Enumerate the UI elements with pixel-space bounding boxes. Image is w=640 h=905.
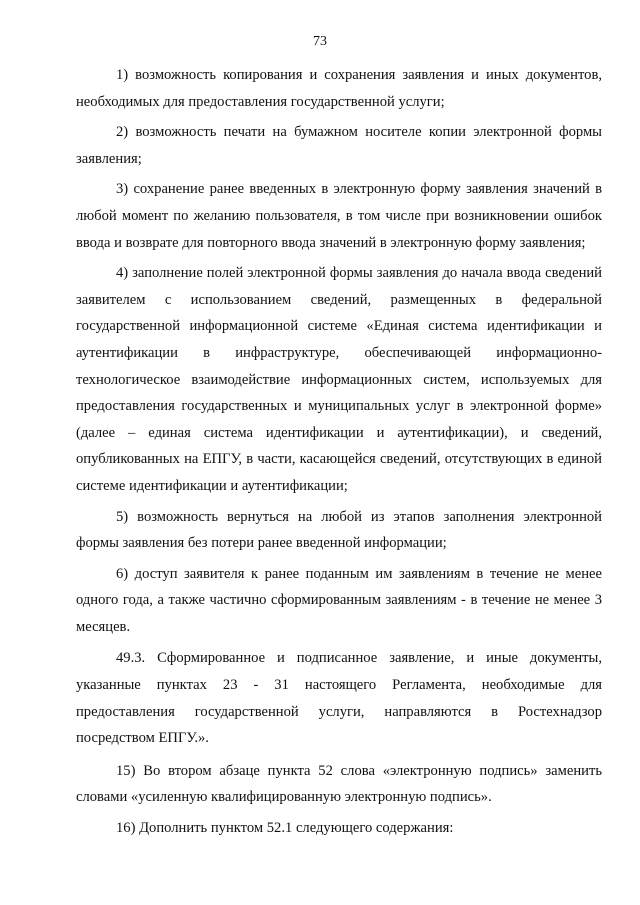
paragraph-item-16: 16) Дополнить пунктом 52.1 следующего содержания: <box>116 820 454 837</box>
paragraph-item-1: 1) возможность копирования и сохранения заявления и иных документов, необходимых для предоставления государственной услуги; <box>76 67 602 110</box>
paragraph-item-5: 5) возможность вернуться на любой из этапов заполнения электронной формы заявления без потери ранее введенной информации; <box>76 508 602 552</box>
paragraph-item-2: 2) возможность печати на бумажном носителе копии электронной формы заявления; <box>76 124 602 167</box>
document-body <box>76 62 602 846</box>
paragraph-49-3: 49.3. Сформированное и подписанное заявление, и иные документы, указанные пунктах 23 - 31 настоящего Регламента, необходимые для предоставления государственной услуги, направляются в Ростехнадзор посредством ЕПГУ.». <box>76 650 602 747</box>
paragraph-item-4: 4) заполнение полей электронной формы заявления до начала ввода сведений заявителем с использованием сведений, размещенных в федеральной государственной информационной системе «Единая система идентификации и аутентификации в инфраструктуре, обеспечивающей информационно-технологическое взаимодействие информационных систем, используемых для предоставления государственных и муниципальных услуг в электронной форме» (далее – единая система идентификации и аутентификации), и сведений, опубликованных на ЕПГУ, в части, касающейся сведений, отсутствующих в единой системе идентификации и аутентификации; <box>76 265 602 494</box>
paragraph-item-6: 6) доступ заявителя к ранее поданным им заявлениям в течение не менее одного года, а также частично сформированным заявлениям - в течение не менее 3 месяцев. <box>76 565 602 635</box>
paragraph-item-3: 3) сохранение ранее введенных в электронную форму заявления значений в любой момент по желанию пользователя, в том числе при возникновении ошибок ввода и возврате для повторного ввода значений в электронную форму заявления; <box>76 181 602 251</box>
paragraph-item-15: 15) Во втором абзаце пункта 52 слова «электронную подпись» заменить словами «усиленную квалифицированную электронную подпись». <box>76 762 602 806</box>
page-number: 73 <box>313 34 327 49</box>
